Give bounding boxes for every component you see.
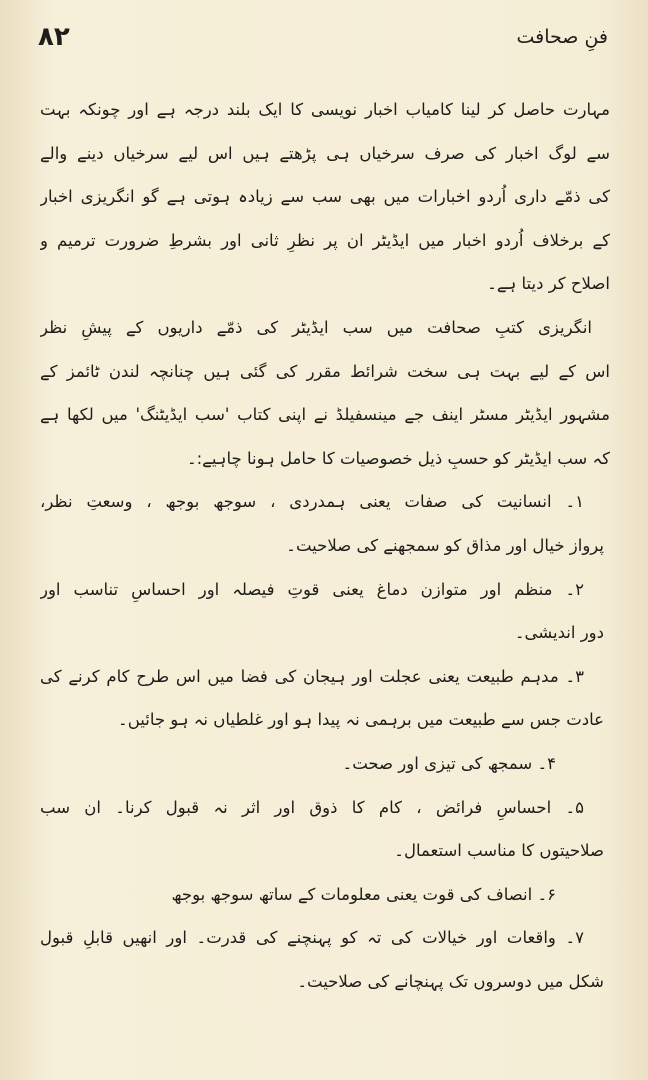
list-item-continuation: پرواز خیال اور مذاق کو سمجھنے کی صلاحیت۔ bbox=[286, 535, 604, 555]
list-item-continuation: دور اندیشی۔ bbox=[514, 623, 604, 643]
list-item-continuation: صلاحیتوں کا مناسب استعمال۔ bbox=[394, 841, 604, 861]
text-line: سے لوگ اخبار کی صرف سرخیاں ہی پڑھتے ہیں اس لیے سرخیاں دینے والے bbox=[40, 143, 610, 163]
text-line: مشہور ایڈیٹر مسٹر اینف جے مینسفیلڈ نے اپنی کتاب 'سب ایڈیٹنگ' میں لکھا ہے bbox=[40, 405, 610, 425]
list-item: ۶۔ انصاف کی قوت یعنی معلومات کے ساتھ سوجھ بوجھ bbox=[171, 884, 556, 904]
text-line: اصلاح کر دیتا ہے۔ bbox=[487, 274, 610, 294]
running-title: فنِ صحافت bbox=[516, 26, 608, 48]
page-body bbox=[40, 88, 610, 1003]
list-item: ۵۔ احساسِ فرائض ، کام کا ذوق اور اثر نہ قبول کرنا۔ ان سب bbox=[40, 797, 584, 817]
text-line: اس کے لیے بہت ہی سخت شرائط مقرر کی گئی ہیں چنانچہ لندن ٹائمز کے bbox=[40, 361, 610, 381]
list-item: ۲۔ منظم اور متوازن دماغ یعنی قوتِ فیصلہ اور احساسِ تناسب اور bbox=[40, 579, 584, 599]
page-number: ۸۲ bbox=[38, 22, 70, 52]
text-line: مہارت حاصل کر لینا کامیاب اخبار نویسی کا ایک بلند درجہ ہے اور چونکہ بہت bbox=[40, 100, 610, 119]
text-line: انگریزی کتبِ صحافت میں سب ایڈیٹر کی ذمّے داریوں کے پیشِ نظر bbox=[40, 317, 592, 337]
list-item: ۱۔ انسانیت کی صفات یعنی ہمدردی ، سوجھ بوجھ ، وسعتِ نظر، bbox=[40, 492, 584, 512]
text-line: کی ذمّے داری اُردو اخبارات میں بھی سب سے زیادہ ہوتی ہے گو انگریزی اخبار bbox=[40, 187, 610, 207]
page-header bbox=[38, 22, 608, 62]
text-line: کے برخلاف اُردو اخبار میں ایڈیٹر ان پر نظرِ ثانی اور بشرطِ ضرورت ترمیم و bbox=[40, 230, 610, 250]
text-line: کہ سب ایڈیٹر کو حسبِ ذیل خصوصیات کا حامل ہونا چاہیے:۔ bbox=[186, 448, 610, 468]
list-item-continuation: شکل میں دوسروں تک پہنچانے کی صلاحیت۔ bbox=[297, 971, 604, 991]
list-item-continuation: عادت جس سے طبیعت میں برہمی نہ پیدا ہو اور غلطیاں نہ ہو جائیں۔ bbox=[118, 710, 604, 730]
list-item: ۴۔ سمجھ کی تیزی اور صحت۔ bbox=[342, 753, 556, 773]
list-item: ۳۔ مدہم طبیعت یعنی عجلت اور ہیجان کی فضا میں اس طرح کام کرنے کی bbox=[40, 666, 584, 686]
list-item: ۷۔ واقعات اور خیالات کی تہ کو پہنچنے کی قدرت۔ اور انھیں قابلِ قبول bbox=[40, 928, 584, 948]
